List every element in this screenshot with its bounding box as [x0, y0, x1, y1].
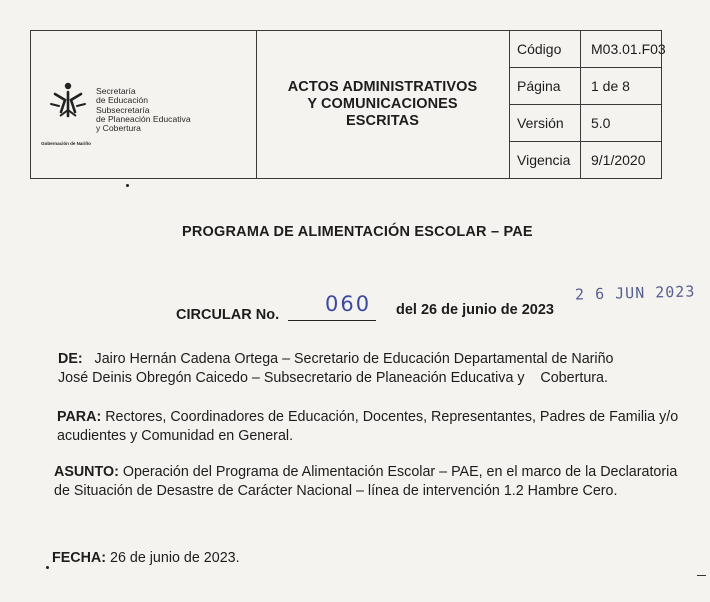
meta-label: Versión	[509, 105, 581, 141]
title-line: ACTOS ADMINISTRATIVOS	[287, 79, 478, 95]
meta-value: 1 de 8	[591, 78, 630, 94]
de-line-1	[58, 350, 614, 369]
org-line: y Cobertura	[96, 123, 141, 134]
de-label: DE:	[58, 351, 83, 367]
scan-speck	[46, 566, 49, 569]
fecha-text: 26 de junio de 2023.	[110, 550, 240, 566]
org-line: de Planeación Educativa	[96, 113, 191, 124]
fecha-label: FECHA:	[52, 550, 107, 566]
meta-row-pagina	[509, 68, 661, 105]
asunto-text: Operación del Programa de Alimentación Escolar – PAE, en el marco de la Declaratoria de Situación de Desastre de Carácter Nacional – línea de intervención 1.2 Hambre Cero.	[54, 464, 678, 499]
fecha-section	[52, 549, 240, 568]
para-recipients: Rectores, Coordinadores de Educación, Docentes, Representantes, Padres de Familia y/o acudientes y Comunidad en General.	[57, 409, 679, 444]
asunto-label: ASUNTO:	[54, 464, 119, 480]
circular-number: 060	[325, 292, 372, 316]
meta-value: 9/1/2020	[591, 152, 646, 168]
org-line: de Educación	[96, 95, 149, 106]
meta-value: M03.01.F03	[591, 41, 666, 57]
title-cell	[256, 31, 510, 178]
logo-cell	[31, 31, 257, 178]
para-label: PARA:	[57, 409, 102, 425]
meta-label: Vigencia	[509, 142, 581, 178]
title-line: ESCRITAS	[345, 113, 420, 129]
asunto-section	[54, 463, 690, 501]
org-line: Secretaría	[96, 86, 136, 96]
circular-underline	[288, 320, 376, 321]
gobernacion-logo-icon	[43, 76, 93, 136]
program-title: PROGRAMA DE ALIMENTACIÓN ESCOLAR – PAE	[182, 224, 533, 240]
meta-value: 5.0	[591, 115, 611, 131]
circular-date: del 26 de junio de 2023	[396, 302, 554, 318]
document-type-title	[288, 79, 478, 130]
org-name	[96, 87, 191, 133]
org-line: Subsecretaría	[96, 104, 150, 115]
logo-caption: Gobernación de Nariño	[41, 141, 91, 146]
meta-row-version	[509, 105, 661, 142]
de-sender-1: Jairo Hernán Cadena Ortega – Secretario de Educación Departamental de Nariño	[94, 351, 614, 367]
header-table	[30, 30, 666, 179]
date-stamp: 2 6 JUN 2023	[574, 282, 696, 304]
meta-row-codigo	[509, 31, 666, 68]
de-sender-2: José Deinis Obregón Caicedo – Subsecretario de Planeación Educativa y Cobertura.	[58, 370, 608, 386]
meta-label: Código	[509, 31, 581, 67]
scan-mark	[697, 575, 706, 576]
scan-speck	[126, 184, 129, 187]
para-section	[57, 408, 689, 446]
circular-label: CIRCULAR No.	[176, 307, 280, 323]
title-line: Y COMUNICACIONES	[307, 96, 458, 112]
de-line-2	[58, 369, 608, 388]
meta-label: Página	[509, 68, 581, 104]
meta-cell	[509, 31, 666, 178]
meta-row-vigencia	[509, 142, 661, 178]
